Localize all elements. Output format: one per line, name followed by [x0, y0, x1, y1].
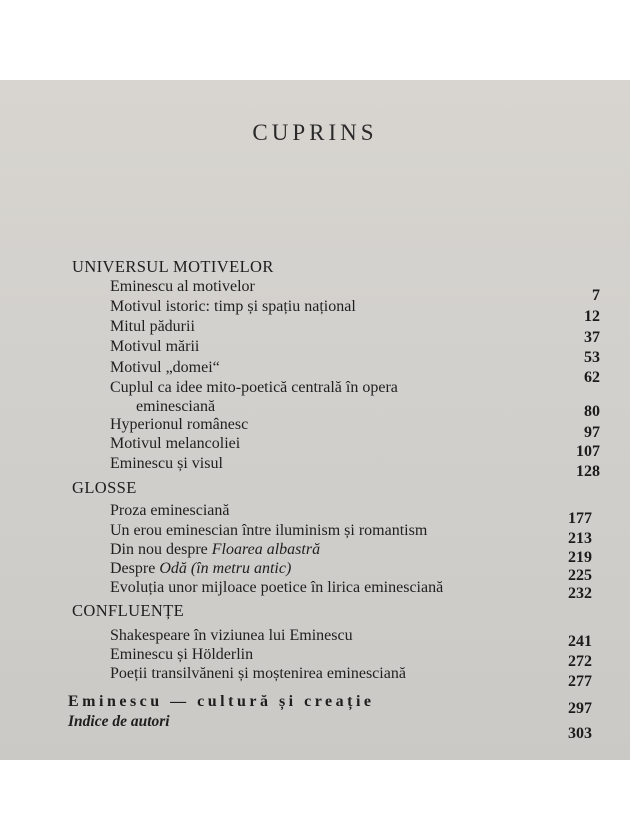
page-number: 303 [568, 725, 592, 742]
page-number: 297 [568, 700, 592, 717]
toc-entry: Proza eminesciană [110, 502, 230, 519]
section-heading: CONFLUENȚE [72, 601, 185, 620]
toc-entry: Eminescu al motivelor [110, 278, 255, 295]
page-number: 62 [584, 369, 600, 386]
page-number: 37 [584, 329, 600, 346]
page-number: 12 [584, 308, 600, 325]
toc-entry: Motivul mării [110, 338, 200, 355]
toc-entry-spaced: Eminescu — cultură și creație [68, 693, 375, 710]
toc-entry-index: Indice de autori [68, 713, 170, 730]
toc-entry: Cuplul ca idee mito-poetică centrală în opera [110, 379, 398, 396]
toc-entry-prefix: Din nou despre [110, 541, 212, 558]
toc-entry-prefix: Despre [110, 560, 160, 577]
page-number: 107 [576, 443, 600, 460]
toc-entry: Mitul pădurii [110, 318, 195, 335]
section-heading: UNIVERSUL MOTIVELOR [72, 257, 274, 276]
page-number: 80 [584, 403, 600, 420]
page-number: 97 [584, 424, 600, 441]
toc-entry: Motivul istoric: timp și spațiu național [110, 298, 356, 315]
page-number: 272 [568, 653, 592, 670]
page-number: 53 [584, 349, 600, 366]
toc-entry: Motivul melancoliei [110, 435, 241, 452]
toc-entry: Shakespeare în viziunea lui Eminescu [110, 627, 353, 644]
page-number: 225 [568, 567, 592, 584]
page-number: 232 [568, 585, 592, 602]
section-heading: GLOSSE [72, 478, 137, 497]
page-number: 128 [576, 463, 600, 480]
toc-entry [110, 541, 320, 559]
toc-entry: Eminescu și Hölderlin [110, 646, 254, 663]
toc-entry: Evoluția unor mijloace poetice în lirica eminesciană [110, 579, 444, 596]
toc-entry-italic-title: Floarea albastră [211, 541, 321, 558]
page-number: 177 [568, 510, 592, 527]
toc-entry: Poeții transilvăneni și moștenirea eminesciană [110, 665, 406, 682]
page-title: CUPRINS [252, 120, 378, 145]
page-number: 277 [568, 673, 592, 690]
page-number: 7 [592, 287, 600, 304]
page-number: 213 [568, 530, 592, 547]
toc-entry: Motivul „domei“ [110, 359, 220, 376]
page-number: 241 [568, 633, 592, 650]
toc-entry: Hyperionul românesc [110, 416, 249, 433]
page-number: 219 [568, 549, 592, 566]
toc-entry: Eminescu și visul [110, 455, 223, 472]
toc-entry [110, 560, 291, 578]
toc-entry-continuation: eminesciană [136, 398, 216, 415]
toc-entry: Un erou eminescian între iluminism și romantism [110, 522, 428, 539]
toc-entry-italic-title: Odă (în metru antic) [159, 560, 292, 577]
